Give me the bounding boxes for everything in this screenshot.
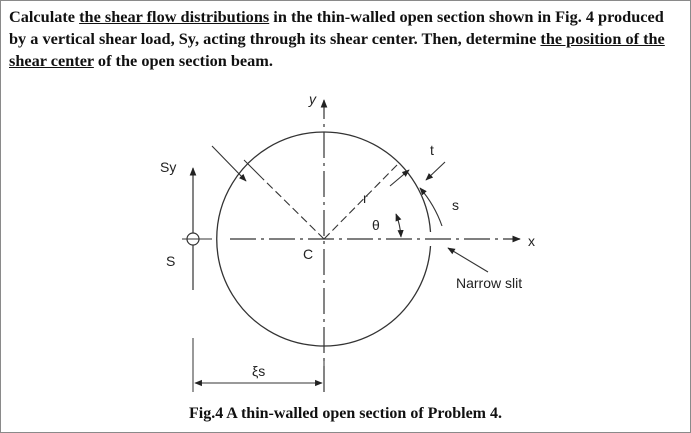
underlined-term-shear-center: the position of the shear center <box>9 29 665 70</box>
left-upper-leader <box>244 160 262 178</box>
problem-text-3: of the open section beam. <box>93 51 273 70</box>
problem-text-1: Calculate <box>9 7 80 26</box>
left-upper-arrow <box>212 146 246 181</box>
thickness-arrow-outer <box>426 162 445 180</box>
label-radius: r <box>363 190 368 206</box>
label-narrow-slit: Narrow slit <box>456 275 523 291</box>
problem-text-2: in the thin-walled open section shown in Fig. 4 produced by a vertical shear load, Sy, acting through its shear center. Then, determine <box>9 7 664 48</box>
label-y: y <box>309 91 316 107</box>
label-xi-s: ξs <box>252 363 266 379</box>
figure-caption: Fig.4 A thin-walled open section of Problem 4. <box>188 405 503 422</box>
slit-leader <box>448 248 488 272</box>
label-shear-center: S <box>166 253 176 269</box>
s-arc-arrow <box>420 188 442 226</box>
radius-line <box>324 164 398 239</box>
label-theta: θ <box>372 217 380 233</box>
label-thickness: t <box>430 142 434 158</box>
label-centroid: C <box>303 246 314 262</box>
underlined-term-shear-flow: the shear flow distributions <box>79 7 270 26</box>
theta-arc <box>396 214 401 237</box>
label-x: x <box>528 233 535 249</box>
thickness-arrow-inner <box>390 170 409 186</box>
label-sy: Sy <box>160 159 177 175</box>
mirror-radius-line <box>262 178 324 239</box>
label-arc-s: s <box>452 197 459 213</box>
